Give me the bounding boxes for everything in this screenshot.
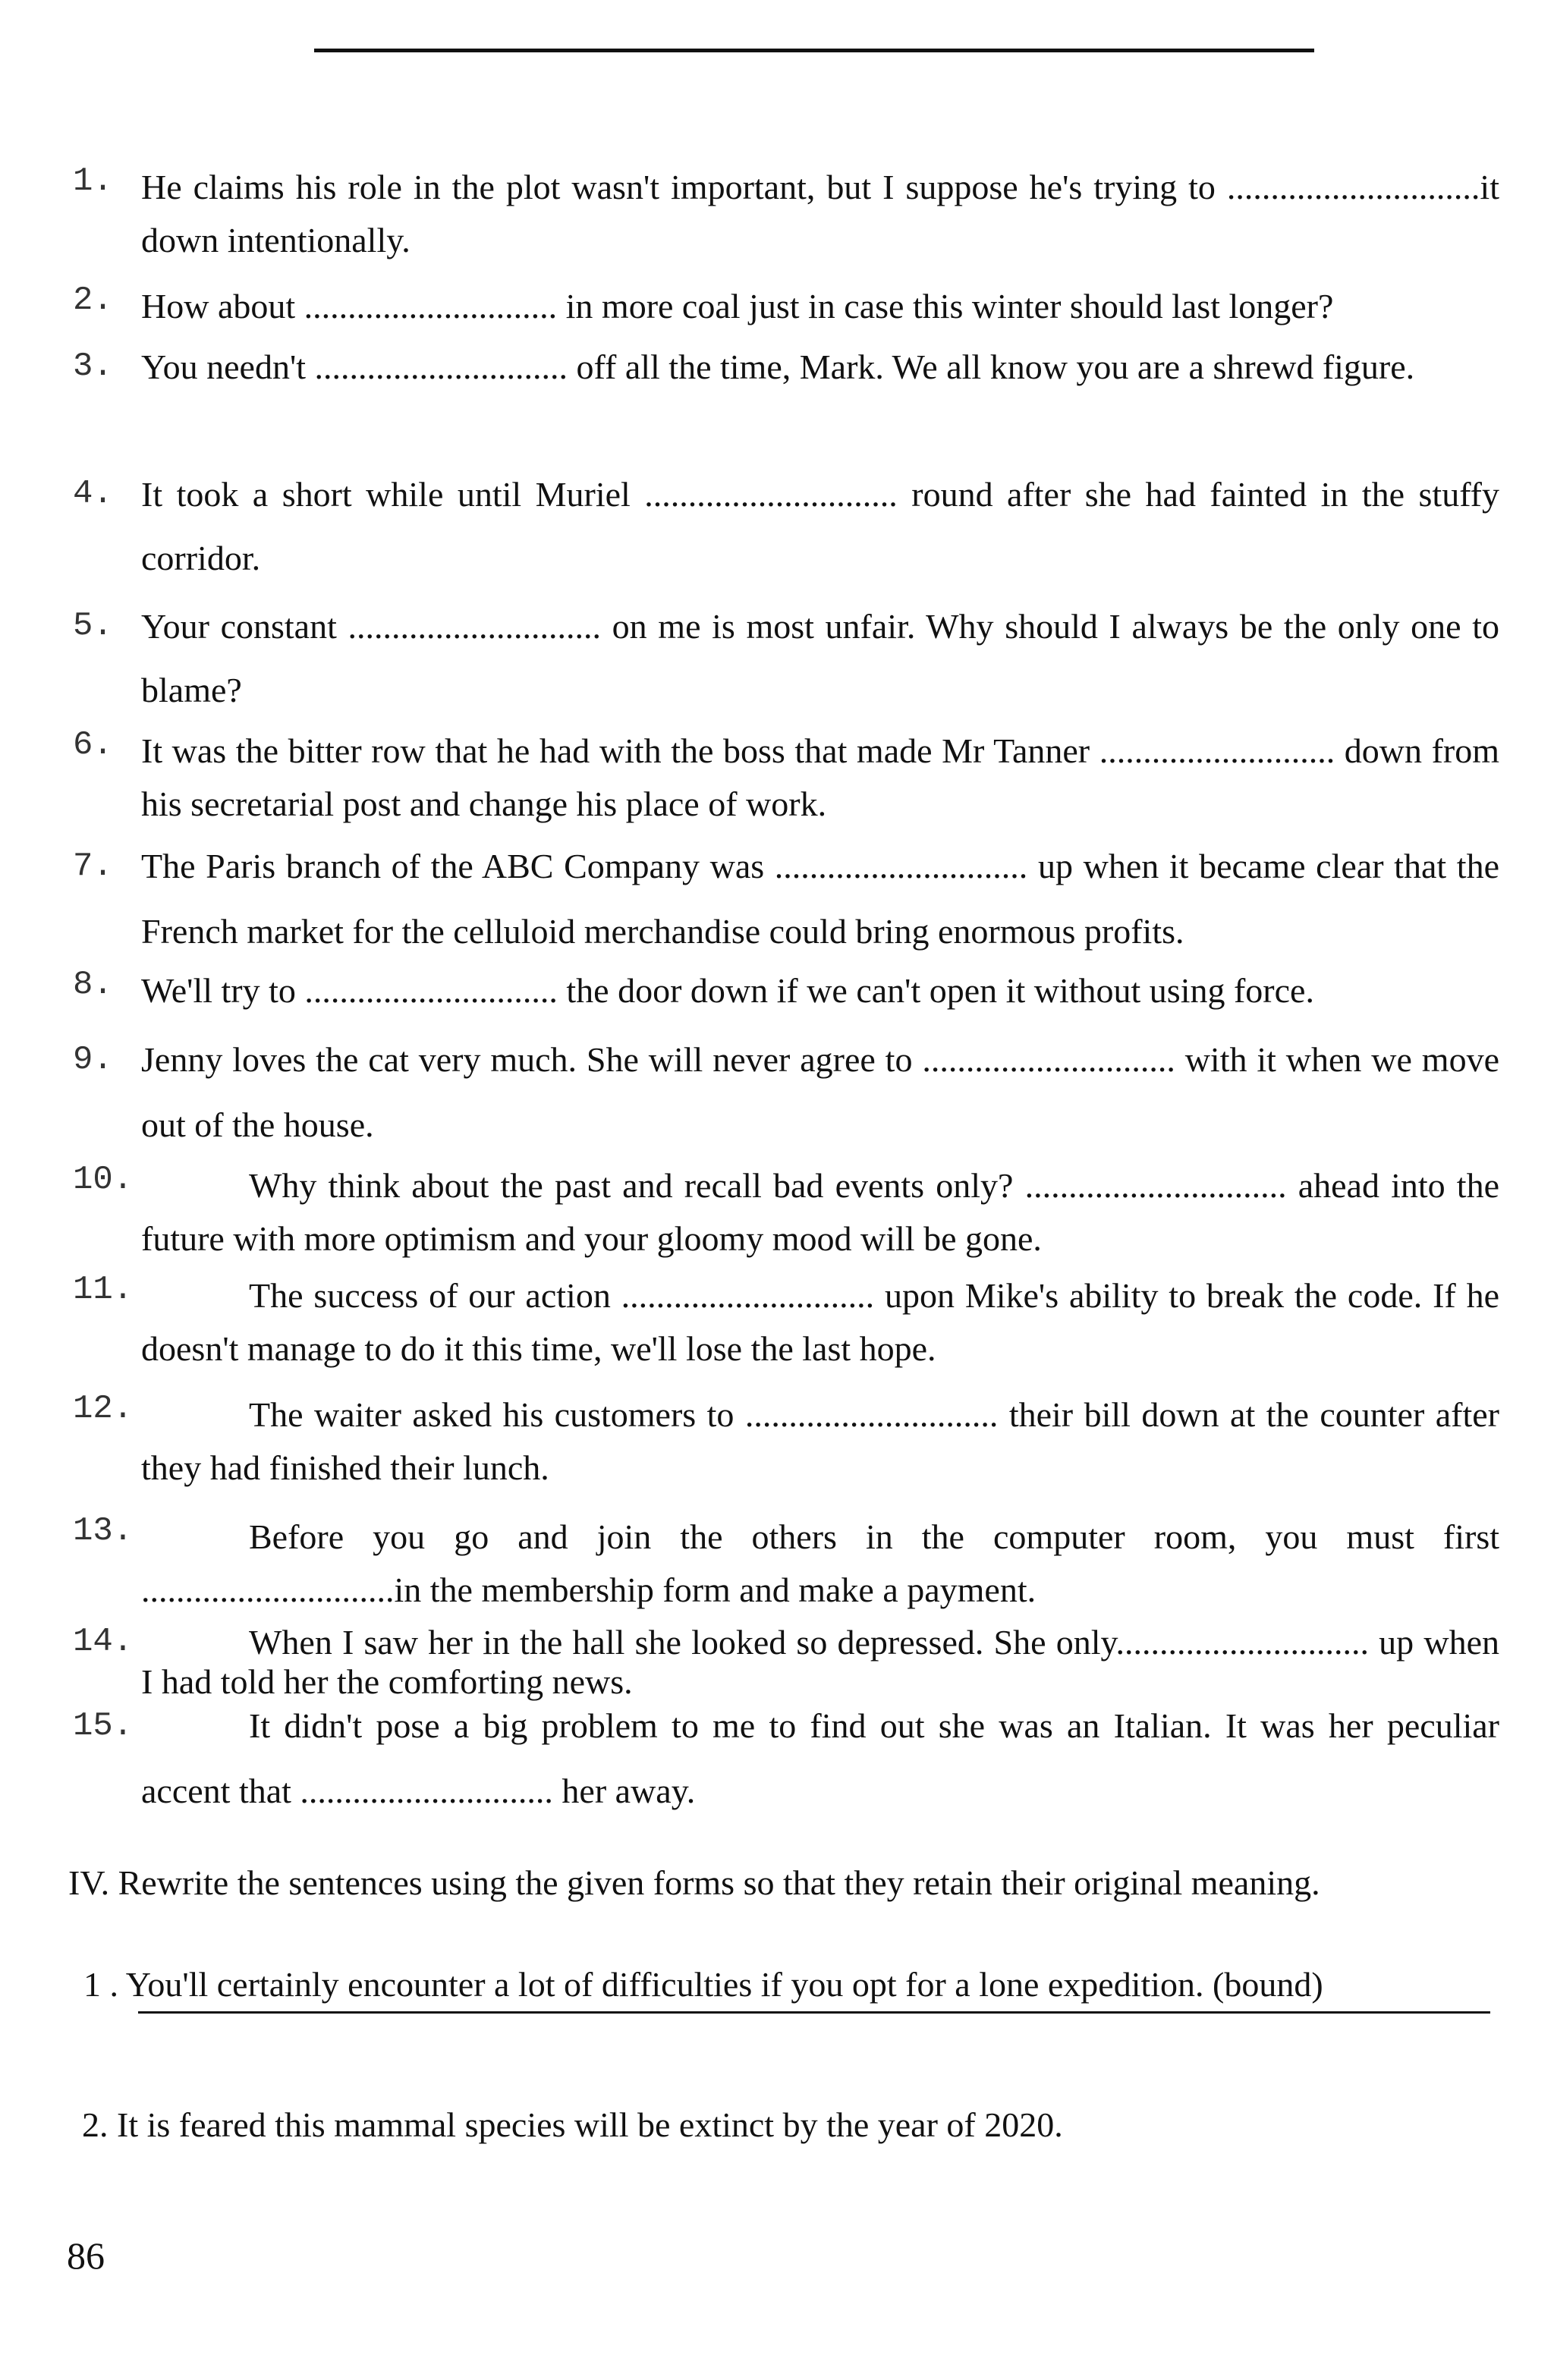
item-number: 11. xyxy=(73,1271,134,1309)
exercise-item-8 xyxy=(73,964,1499,1017)
item-text: We'll try to ............................. the door down if we can't open it without using force. xyxy=(141,971,1314,1010)
exercise-item-4 xyxy=(73,463,1499,590)
item-number: 9. xyxy=(73,1041,113,1079)
item-text: It was the bitter row that he had with the boss that made Mr Tanner ........................... down from his secretarial post and change his place of work. xyxy=(141,731,1499,823)
exercise-item-14 xyxy=(73,1623,1499,1702)
item-number: 3. xyxy=(73,347,113,385)
item-text: Before you go and join the others in the computer room, you must first .............................in the membership form and make a payment. xyxy=(141,1517,1499,1609)
exercise-item-7 xyxy=(73,834,1499,964)
item-text: When I saw her in the hall she looked so depressed. She only............................. up when I had told her the comforting news. xyxy=(141,1623,1499,1701)
rewrite-item-1: 1 . You'll certainly encounter a lot of difficulties if you opt for a lone expedition. (bound) xyxy=(83,1965,1323,2004)
exercise-item-2 xyxy=(73,280,1499,333)
rewrite-item-2: 2. It is feared this mammal species will be extinct by the year of 2020. xyxy=(82,2105,1063,2144)
item-text: The waiter asked his customers to ............................. their bill down at the counter after they had finished their lunch. xyxy=(141,1395,1499,1487)
item-number: 13. xyxy=(73,1512,134,1550)
item-text: The Paris branch of the ABC Company was ............................. up when it became clear that the French market for the celluloid merchandise could bring enormous profits. xyxy=(141,847,1499,951)
answer-line[interactable] xyxy=(138,2011,1490,2014)
exercise-item-12 xyxy=(73,1388,1499,1495)
item-text: The success of our action ............................. upon Mike's ability to break the code. If he doesn't manage to do it this time, we'll lose the last hope. xyxy=(141,1276,1499,1368)
item-number: 2. xyxy=(73,281,113,319)
exercise-item-1 xyxy=(73,161,1499,267)
item-text: Why think about the past and recall bad events only? .............................. ahead into the future with more optimism and your gloomy mood will be gone. xyxy=(141,1166,1499,1258)
exercise-item-13 xyxy=(73,1511,1499,1617)
top-rule xyxy=(314,49,1314,52)
item-number: 7. xyxy=(73,847,113,885)
item-text: Your constant ............................. on me is most unfair. Why should I always be the only one to blame? xyxy=(141,607,1499,709)
exercise-item-11 xyxy=(73,1269,1499,1375)
item-text: It didn't pose a big problem to me to find out she was an Italian. It was her peculiar accent that ............................. her away. xyxy=(141,1706,1499,1810)
exercise-item-6 xyxy=(73,725,1499,831)
item-number: 6. xyxy=(73,726,113,764)
exercise-item-3 xyxy=(73,335,1499,399)
item-text: It took a short while until Muriel ............................. round after she had fainted in the stuffy corridor. xyxy=(141,475,1499,577)
item-number: 12. xyxy=(73,1390,134,1428)
exercise-item-15 xyxy=(73,1693,1499,1824)
section-heading: IV. Rewrite the sentences using the given forms so that they retain their original meaning. xyxy=(68,1863,1320,1902)
item-number: 10. xyxy=(73,1161,134,1199)
exercise-item-9 xyxy=(73,1027,1499,1158)
item-text: How about ............................. in more coal just in case this winter should last longer? xyxy=(141,287,1334,325)
item-text: He claims his role in the plot wasn't important, but I suppose he's trying to .............................it down intentionally. xyxy=(141,168,1499,259)
item-number: 8. xyxy=(73,966,113,1004)
item-number: 1. xyxy=(73,162,113,200)
page-number: 86 xyxy=(67,2234,105,2277)
item-number: 15. xyxy=(73,1707,134,1745)
item-text: You needn't ............................. off all the time, Mark. We all know you are a shrewd figure. xyxy=(141,347,1415,386)
item-text: Jenny loves the cat very much. She will never agree to ............................. with it when we move out of the house. xyxy=(141,1040,1499,1144)
item-number: 4. xyxy=(73,475,113,513)
exercise-item-10 xyxy=(73,1159,1499,1265)
item-number: 5. xyxy=(73,607,113,645)
item-number: 14. xyxy=(73,1623,134,1661)
exercise-item-5 xyxy=(73,595,1499,722)
